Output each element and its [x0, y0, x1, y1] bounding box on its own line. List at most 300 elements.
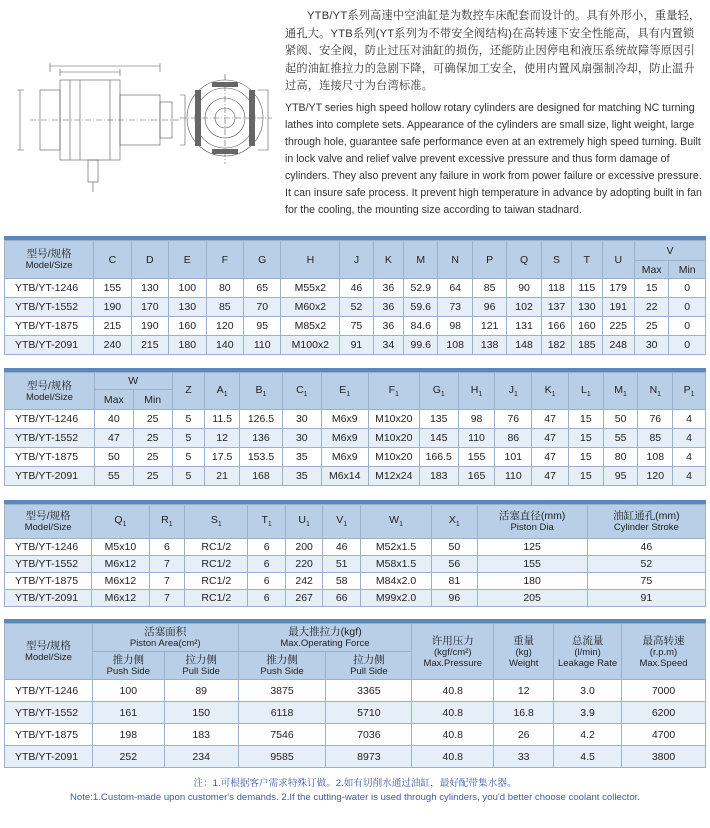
table-cell: 81 [432, 573, 477, 590]
table-cell: 215 [94, 317, 131, 336]
v-max-header: Max [634, 261, 668, 279]
table-cell: 110 [458, 429, 495, 448]
performance-table [4, 623, 706, 768]
col-header: G [244, 241, 281, 279]
table-cell: 7000 [622, 680, 706, 702]
table-row [5, 279, 706, 298]
table-row [5, 556, 706, 573]
table-cell: 75 [587, 573, 705, 590]
col-header: $E_1$ [321, 373, 368, 410]
table-cell: 25 [133, 448, 172, 467]
table-cell: RC1/2 [185, 539, 248, 556]
table-cell: 40.8 [412, 746, 494, 768]
table-cell: 15 [634, 279, 668, 298]
col-header: $G_1$ [419, 373, 458, 410]
table-cell: 46 [587, 539, 705, 556]
table-cell: 200 [285, 539, 323, 556]
table-cell: 98 [458, 410, 495, 429]
table-cell: 15 [568, 410, 603, 429]
table-cell: 108 [638, 448, 673, 467]
table-cell: 5710 [326, 702, 412, 724]
table-cell: 183 [419, 467, 458, 486]
table-cell: 11.5 [205, 410, 240, 429]
table-cell: 4.2 [554, 724, 622, 746]
table3-body [5, 539, 706, 607]
col-header: $T_1$ [248, 505, 285, 539]
table-cell: M6x9 [321, 410, 368, 429]
model-header: 型号/规格 Model/Size [5, 241, 94, 279]
table-cell: 120 [638, 467, 673, 486]
table-cell: 80 [206, 279, 243, 298]
table-cell: 40 [94, 410, 133, 429]
table-row [5, 429, 706, 448]
w-max-header: Max [94, 390, 133, 410]
table-cell: 3.0 [554, 680, 622, 702]
table-cell: 125 [477, 539, 587, 556]
table-cell: 9585 [238, 746, 326, 768]
table-cell: 70 [244, 298, 281, 317]
table-cell: 126.5 [240, 410, 283, 429]
col-header: $L_1$ [568, 373, 603, 410]
table-cell: 7 [149, 573, 185, 590]
col-header: $X_1$ [432, 505, 477, 539]
table-cell: 76 [638, 410, 673, 429]
dimension-table-2 [4, 372, 706, 486]
model-cell: YTB/YT-2091 [5, 336, 94, 355]
intro-english-text: YTB/YT series high speed hollow rotary cylinders are designed for matching NC turning lathes into complete sets. Appearance of the cylinders are small size, light weight, large through hole, guarantee safe performance even at an extremely high speed turning. Built in lock valve and relief valve prevent excessive pressure and thus form damage of cylinders. They also prevent any failure in work from power failure or excessive pressure. It can insure safe process. It prevent high temperature in advance by adopting built in fan for the cooling, the mounting size according to taiwan stadnard. [285, 102, 702, 216]
model-cell: YTB/YT-2091 [5, 590, 92, 607]
model-cell: YTB/YT-1552 [5, 429, 95, 448]
table-cell: 91 [340, 336, 373, 355]
table-cell: 242 [285, 573, 323, 590]
intro-chinese-text: YTB/YT系列高速中空油缸是为数控车床配套而设计的。具有外形小，重量轻，通孔大。YTB系列(YT系列为不带安全阀结构)在高转速下安全性能高，具有内置锁紧阀、安全阀，防止过压对油缸的损伤，还能防止因停电和液压系统故障等原因引起的油缸推拉力的急剧下降，可确保加工安全，使用内置风扇强制冷却，防止温升过高，连接尺寸为台湾标准。 [285, 10, 701, 92]
max-force-header: 最大推拉力(kgf) Max.Operating Force [238, 624, 412, 652]
table-cell: M6x14 [321, 467, 368, 486]
weight-header: 重量 (kg) Weight [494, 624, 554, 680]
table-cell: M6x12 [92, 590, 149, 607]
table-cell: 0 [669, 317, 706, 336]
table-cell: 138 [472, 336, 506, 355]
table-cell: 148 [507, 336, 541, 355]
table-cell: 0 [669, 279, 706, 298]
model-header: 型号/规格 Model/Size [5, 624, 93, 680]
table-cell: 6 [248, 573, 285, 590]
table-cell: 168 [240, 467, 283, 486]
model-cell: YTB/YT-1875 [5, 724, 93, 746]
table-cell: 4 [673, 467, 706, 486]
table-cell: 52.9 [404, 279, 438, 298]
table-row [5, 336, 706, 355]
table-cell: 121 [472, 317, 506, 336]
table-cell: 190 [94, 298, 131, 317]
table-cell: 115 [572, 279, 602, 298]
table-cell: 30 [282, 429, 321, 448]
model-cell: YTB/YT-2091 [5, 467, 95, 486]
table-cell: 135 [419, 410, 458, 429]
dimension-table-1 [4, 240, 706, 355]
table-cell: 110 [495, 467, 532, 486]
table-cell: M6x12 [92, 573, 149, 590]
table-cell: 4700 [622, 724, 706, 746]
col-header: Q [507, 241, 541, 279]
table-cell: 108 [438, 336, 472, 355]
table-cell: 40.8 [412, 724, 494, 746]
table-cell: 130 [169, 298, 206, 317]
table-cell: M99x2.0 [360, 590, 431, 607]
push-side-header: 推力侧 Push Side [92, 652, 164, 680]
table-cell: 6200 [622, 702, 706, 724]
pull-side-header: 拉力侧 Pull Side [326, 652, 412, 680]
model-cell: YTB/YT-1246 [5, 410, 95, 429]
table-cell: 22 [634, 298, 668, 317]
table-cell: M10x20 [368, 410, 419, 429]
model-header: 型号/规格 Model/Size [5, 505, 92, 539]
model-cell: YTB/YT-1246 [5, 680, 93, 702]
table-cell: 91 [587, 590, 705, 607]
table-row [5, 573, 706, 590]
table-cell: 267 [285, 590, 323, 607]
model-cell: YTB/YT-1875 [5, 317, 94, 336]
table-cell: 15 [568, 429, 603, 448]
table-cell: 7 [149, 556, 185, 573]
table-cell: 46 [340, 279, 373, 298]
table-cell: 36 [373, 317, 403, 336]
col-header: $Q_1$ [92, 505, 149, 539]
table-cell: 6 [248, 590, 285, 607]
table-cell: 130 [131, 279, 168, 298]
table-cell: 155 [94, 279, 131, 298]
table-cell: 3800 [622, 746, 706, 768]
table-row [5, 317, 706, 336]
table-cell: 73 [438, 298, 472, 317]
table-cell: 50 [94, 448, 133, 467]
table-cell: 137 [541, 298, 571, 317]
table-cell: 85 [638, 429, 673, 448]
table-cell: RC1/2 [185, 556, 248, 573]
table-cell: 3875 [238, 680, 326, 702]
table-cell: 5 [172, 448, 205, 467]
table-cell: M58x1.5 [360, 556, 431, 573]
table-cell: 120 [206, 317, 243, 336]
table-cell: 130 [572, 298, 602, 317]
table-cell: M6x12 [92, 556, 149, 573]
table-cell: 166.5 [419, 448, 458, 467]
table-cell: 99.6 [404, 336, 438, 355]
model-cell: YTB/YT-1246 [5, 539, 92, 556]
v-header: V [634, 241, 705, 261]
col-header: $C_1$ [282, 373, 321, 410]
table-cell: M60x2 [281, 298, 340, 317]
col-header: $V_1$ [323, 505, 360, 539]
table-row [5, 298, 706, 317]
table-cell: 21 [205, 467, 240, 486]
table-cell: M12x24 [368, 467, 419, 486]
w-header: W [94, 373, 172, 390]
col-header: $U_1$ [285, 505, 323, 539]
table-cell: 36 [373, 279, 403, 298]
table-cell: 55 [603, 429, 638, 448]
table-cell: 131 [507, 317, 541, 336]
table-cell: 5 [172, 467, 205, 486]
table-row [5, 590, 706, 607]
table-cell: 56 [432, 556, 477, 573]
col-header: $M_1$ [603, 373, 638, 410]
table2-body [5, 410, 706, 486]
col-header: F [206, 241, 243, 279]
table-cell: 36 [373, 298, 403, 317]
table-cell: 52 [340, 298, 373, 317]
table-cell: 47 [532, 467, 569, 486]
col-header: S [541, 241, 571, 279]
table-row [5, 448, 706, 467]
table-cell: 76 [495, 410, 532, 429]
col-header: $F_1$ [368, 373, 419, 410]
col-header: $S_1$ [185, 505, 248, 539]
max-pressure-header: 许用压力 (kgf/cm²) Max.Pressure [412, 624, 494, 680]
table-cell: 25 [133, 410, 172, 429]
table-cell: M10x20 [368, 448, 419, 467]
table-cell: 40.8 [412, 702, 494, 724]
table-cell: 30 [282, 410, 321, 429]
dimension-table-3 [4, 504, 706, 607]
piston-dia-header: 活塞直径(mm) Piston Dia [477, 505, 587, 539]
col-header: N [438, 241, 472, 279]
col-header: J [340, 241, 373, 279]
table-cell: 59.6 [404, 298, 438, 317]
table-cell: 25 [133, 467, 172, 486]
table-cell: 7 [149, 590, 185, 607]
table-cell: 8973 [326, 746, 412, 768]
table-cell: 153.5 [240, 448, 283, 467]
table-cell: 55 [94, 467, 133, 486]
col-header: T [572, 241, 602, 279]
table-cell: 95 [244, 317, 281, 336]
v-min-header: Min [669, 261, 706, 279]
table-cell: M5x10 [92, 539, 149, 556]
table-cell: 46 [323, 539, 360, 556]
table-cell: 170 [131, 298, 168, 317]
table-cell: 35 [282, 467, 321, 486]
table-row [5, 746, 706, 768]
table-cell: 180 [169, 336, 206, 355]
table-cell: 179 [602, 279, 634, 298]
table-row [5, 410, 706, 429]
col-header: D [131, 241, 168, 279]
table-cell: 155 [458, 448, 495, 467]
table-cell: 85 [472, 279, 506, 298]
col-header: C [94, 241, 131, 279]
table-cell: 215 [131, 336, 168, 355]
table-cell: 12 [494, 680, 554, 702]
table-cell: 6118 [238, 702, 326, 724]
col-header: $B_1$ [240, 373, 283, 410]
table-cell: 155 [477, 556, 587, 573]
col-header: Z [172, 373, 205, 410]
col-header: E [169, 241, 206, 279]
table-cell: 51 [323, 556, 360, 573]
col-header: $H_1$ [458, 373, 495, 410]
table-cell: 0 [669, 298, 706, 317]
table-cell: 220 [285, 556, 323, 573]
table-cell: 7036 [326, 724, 412, 746]
table-cell: 110 [244, 336, 281, 355]
table-cell: 5 [172, 410, 205, 429]
table-cell: 15 [568, 448, 603, 467]
table-cell: 100 [92, 680, 164, 702]
table-row [5, 539, 706, 556]
note-english: Note:1.Custom-made upon customer's demands. 2.If the cutting-water is used through cylinders, you'd better choose coolant collector. [70, 792, 640, 803]
table-cell: 3.9 [554, 702, 622, 724]
model-cell: YTB/YT-1552 [5, 298, 94, 317]
table-cell: 47 [532, 410, 569, 429]
table-cell: 160 [572, 317, 602, 336]
table-cell: 198 [92, 724, 164, 746]
table-cell: M52x1.5 [360, 539, 431, 556]
cylinder-stroke-header: 油缸通孔(mm) Cylinder Stroke [587, 505, 705, 539]
table-cell: 85 [206, 298, 243, 317]
table-cell: 240 [94, 336, 131, 355]
table-cell: RC1/2 [185, 573, 248, 590]
model-cell: YTB/YT-1552 [5, 702, 93, 724]
piston-area-header: 活塞面积 Piston Area(cm²) [92, 624, 238, 652]
table-cell: 165 [458, 467, 495, 486]
table-cell: 4 [673, 410, 706, 429]
table-cell: 3365 [326, 680, 412, 702]
table-cell: M84x2.0 [360, 573, 431, 590]
col-header: P [472, 241, 506, 279]
table-cell: 30 [634, 336, 668, 355]
table-cell: 64 [438, 279, 472, 298]
table-cell: 15 [568, 467, 603, 486]
table-cell: 191 [602, 298, 634, 317]
table-cell: 185 [572, 336, 602, 355]
table-cell: 118 [541, 279, 571, 298]
col-header: $A_1$ [205, 373, 240, 410]
table-cell: 4 [673, 448, 706, 467]
table-cell: 35 [282, 448, 321, 467]
w-min-header: Min [133, 390, 172, 410]
model-cell: YTB/YT-1552 [5, 556, 92, 573]
table-cell: 86 [495, 429, 532, 448]
col-header: $J_1$ [495, 373, 532, 410]
table-cell: 6 [248, 539, 285, 556]
table-cell: 34 [373, 336, 403, 355]
table1-body [5, 279, 706, 355]
table-cell: 205 [477, 590, 587, 607]
table-cell: 190 [131, 317, 168, 336]
table-cell: 52 [587, 556, 705, 573]
table-cell: 166 [541, 317, 571, 336]
table-cell: 47 [532, 448, 569, 467]
table-cell: 47 [532, 429, 569, 448]
table-cell: 145 [419, 429, 458, 448]
table-cell: 75 [340, 317, 373, 336]
table-cell: 66 [323, 590, 360, 607]
col-header: M [404, 241, 438, 279]
push-side-header: 推力侧 Push Side [238, 652, 326, 680]
table-row [5, 680, 706, 702]
col-header: K [373, 241, 403, 279]
table-cell: RC1/2 [185, 590, 248, 607]
table-cell: 140 [206, 336, 243, 355]
table-cell: M100x2 [281, 336, 340, 355]
table-cell: 0 [669, 336, 706, 355]
table-cell: 98 [438, 317, 472, 336]
table-cell: 6 [248, 556, 285, 573]
table-cell: 95 [603, 467, 638, 486]
leakage-rate-header: 总流量 (l/min) Leakage Rate [554, 624, 622, 680]
model-cell: YTB/YT-2091 [5, 746, 93, 768]
table-cell: 89 [164, 680, 238, 702]
table-cell: 40.8 [412, 680, 494, 702]
table-cell: 17.5 [205, 448, 240, 467]
table-cell: 100 [169, 279, 206, 298]
table-cell: 26 [494, 724, 554, 746]
table-cell: 16.8 [494, 702, 554, 724]
table-cell: 25 [133, 429, 172, 448]
table-cell: 47 [94, 429, 133, 448]
table-cell: 183 [164, 724, 238, 746]
table-cell: 84.6 [404, 317, 438, 336]
model-cell: YTB/YT-1246 [5, 279, 94, 298]
table-cell: M55x2 [281, 279, 340, 298]
table-cell: M85x2 [281, 317, 340, 336]
table-cell: 4.5 [554, 746, 622, 768]
table-row [5, 467, 706, 486]
table-cell: 150 [164, 702, 238, 724]
table-cell: 58 [323, 573, 360, 590]
table-cell: 161 [92, 702, 164, 724]
table-cell: 180 [477, 573, 587, 590]
col-header: U [602, 241, 634, 279]
table-cell: 7546 [238, 724, 326, 746]
max-speed-header: 最高转速 (r.p.m) Max.Speed [622, 624, 706, 680]
col-header: $W_1$ [360, 505, 431, 539]
table-cell: 4 [673, 429, 706, 448]
table-cell: 225 [602, 317, 634, 336]
table-cell: 90 [507, 279, 541, 298]
col-header: $K_1$ [532, 373, 569, 410]
note-chinese: 注：1.可根据客户需求特殊订做。2.如有切削水通过油缸，最好配带集水器。 [193, 778, 517, 789]
table-cell: 6 [149, 539, 185, 556]
table-cell: 80 [603, 448, 638, 467]
table-cell: 65 [244, 279, 281, 298]
table-cell: 50 [432, 539, 477, 556]
table-cell: 136 [240, 429, 283, 448]
table-cell: M6x9 [321, 448, 368, 467]
table-cell: 96 [432, 590, 477, 607]
table-cell: 50 [603, 410, 638, 429]
table-cell: 160 [169, 317, 206, 336]
table-cell: 25 [634, 317, 668, 336]
intro-section [0, 0, 710, 236]
table-cell: 102 [507, 298, 541, 317]
table-cell: 234 [164, 746, 238, 768]
table-cell: M10x20 [368, 429, 419, 448]
table-cell: 248 [602, 336, 634, 355]
table-cell: 96 [472, 298, 506, 317]
col-header: $N_1$ [638, 373, 673, 410]
model-cell: YTB/YT-1875 [5, 448, 95, 467]
table4-body [5, 680, 706, 768]
model-cell: YTB/YT-1875 [5, 573, 92, 590]
table-cell: 101 [495, 448, 532, 467]
table-cell: 252 [92, 746, 164, 768]
cylinder-technical-drawing [10, 60, 280, 200]
table-cell: M6x9 [321, 429, 368, 448]
model-header: 型号/规格 Model/Size [5, 373, 95, 410]
col-header: $P_1$ [673, 373, 706, 410]
